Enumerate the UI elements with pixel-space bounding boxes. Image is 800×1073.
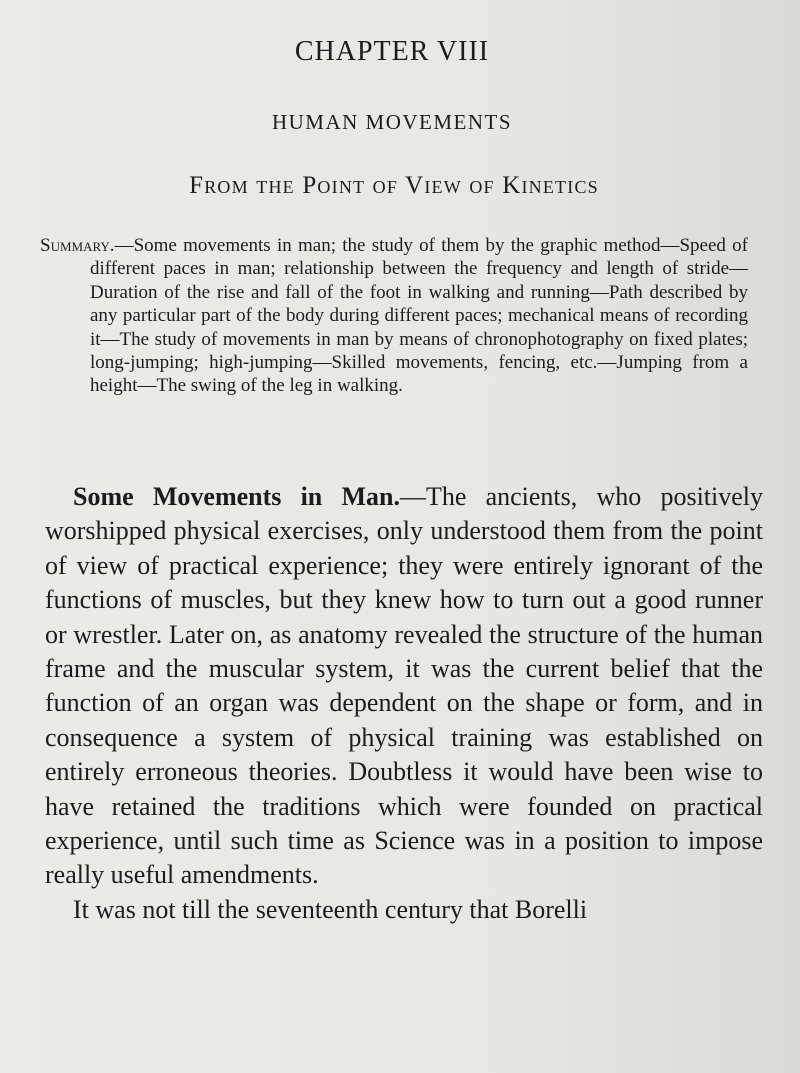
paragraph-2: It was not till the seventeenth century that Borelli [73,894,588,924]
paragraph-lead-in: Some Movements in Man. [73,482,400,511]
kinetics-heading: From the Point of View of Kinetics [189,172,599,199]
body-text [45,480,763,927]
chapter-heading: CHAPTER VIII [294,36,490,67]
summary-label: Summary. [40,235,115,256]
paragraph-1 [45,480,763,893]
chapter-summary [40,234,748,398]
paragraph-1-text: —The ancients, who positively worshipped physical exercises, only understood them from the point of view of practical experience; they were entirely ignorant of the functions of muscles, but they knew how to turn out a good runner or wrestler. Later on, as anatomy revealed the structure of the human frame and the muscular system, it was the current belief that the function of an organ was dependent on the shape or form, and in consequence a system of physical training was established on entirely erroneous theories. Doubtless it would have been wise to have retained the traditions which were founded on practical experience, until such time as Science was in a position to impose really useful amendments. [45,482,764,890]
section-heading: HUMAN MOVEMENTS [271,110,513,134]
summary-text: —Some movements in man; the study of them by the graphic method—Speed of different paces in man; relationship between the frequency and length of stride—Duration of the rise and fall of the foot in walking and running—Path described by any particular part of the body during different paces; mechanical means of recording it—The study of movements in man by means of chronophotography on fixed plates; long-jumping; high-jumping—Skilled movements, fencing, etc.—Jumping from a height—The swing of the leg in walking. [90,235,748,397]
